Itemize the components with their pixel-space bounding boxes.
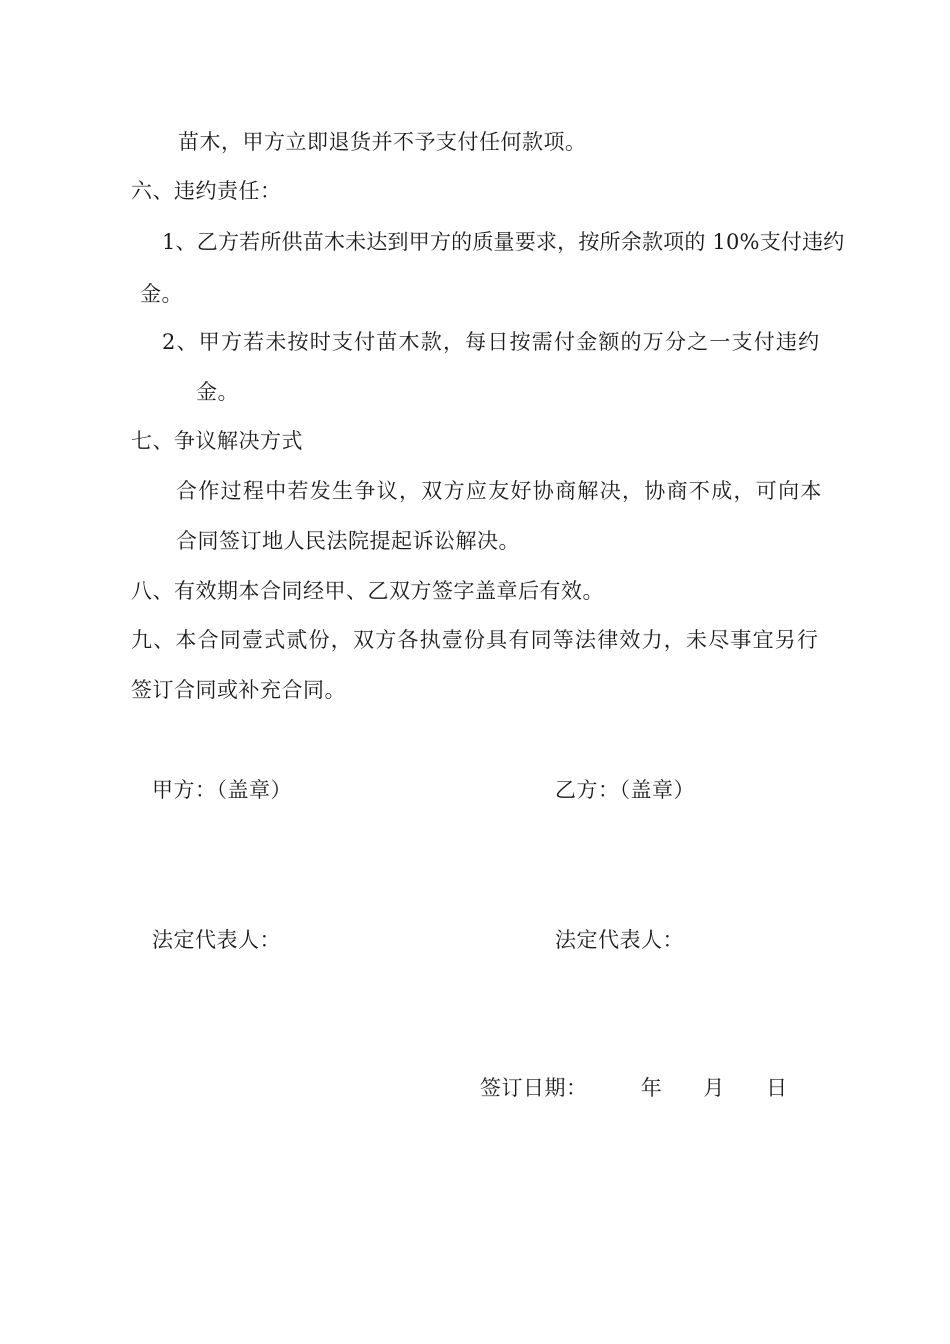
sign-date-row [480, 1074, 788, 1102]
party-b-representative-label: 法定代表人： [555, 928, 684, 952]
party-a-seal-label: 甲方：（盖章） [152, 778, 292, 802]
clause6-item2-line1: 2、甲方若未按时支付苗木款，每日按需付金额的万分之一支付违约 [162, 330, 821, 354]
clause5-tail: 苗木，甲方立即退货并不予支付任何款项。 [178, 130, 587, 154]
clause6-heading: 六、违约责任： [131, 179, 282, 203]
party-a-representative-label: 法定代表人： [152, 928, 281, 952]
sign-date-label: 签订日期： [480, 1076, 588, 1100]
sign-date-month: 月 [703, 1076, 725, 1100]
clause6-item2-line2: 金。 [196, 380, 239, 404]
clause7-body-line2: 合同签订地人民法院提起诉讼解决。 [176, 529, 520, 553]
clause7-body-line1: 合作过程中若发生争议，双方应友好协商解决，协商不成，可向本 [176, 479, 823, 503]
clause9-line2: 签订合同或补充合同。 [131, 678, 346, 702]
clause7-heading: 七、争议解决方式 [131, 429, 303, 453]
sign-date-day: 日 [766, 1076, 788, 1100]
clause6-item1-line2: 金。 [140, 282, 183, 306]
clause9-line1: 九、本合同壹式贰份，双方各执壹份具有同等法律效力，未尽事宜另行 [131, 628, 820, 652]
clause8-text: 八、有效期本合同经甲、乙双方签字盖章后有效。 [131, 579, 604, 603]
sign-date-year: 年 [640, 1076, 663, 1100]
clause6-item1-line1: 1、乙方若所供苗木未达到甲方的质量要求，按所余款项的 10%支付违约 [162, 230, 845, 254]
party-b-seal-label: 乙方：（盖章） [555, 778, 695, 802]
